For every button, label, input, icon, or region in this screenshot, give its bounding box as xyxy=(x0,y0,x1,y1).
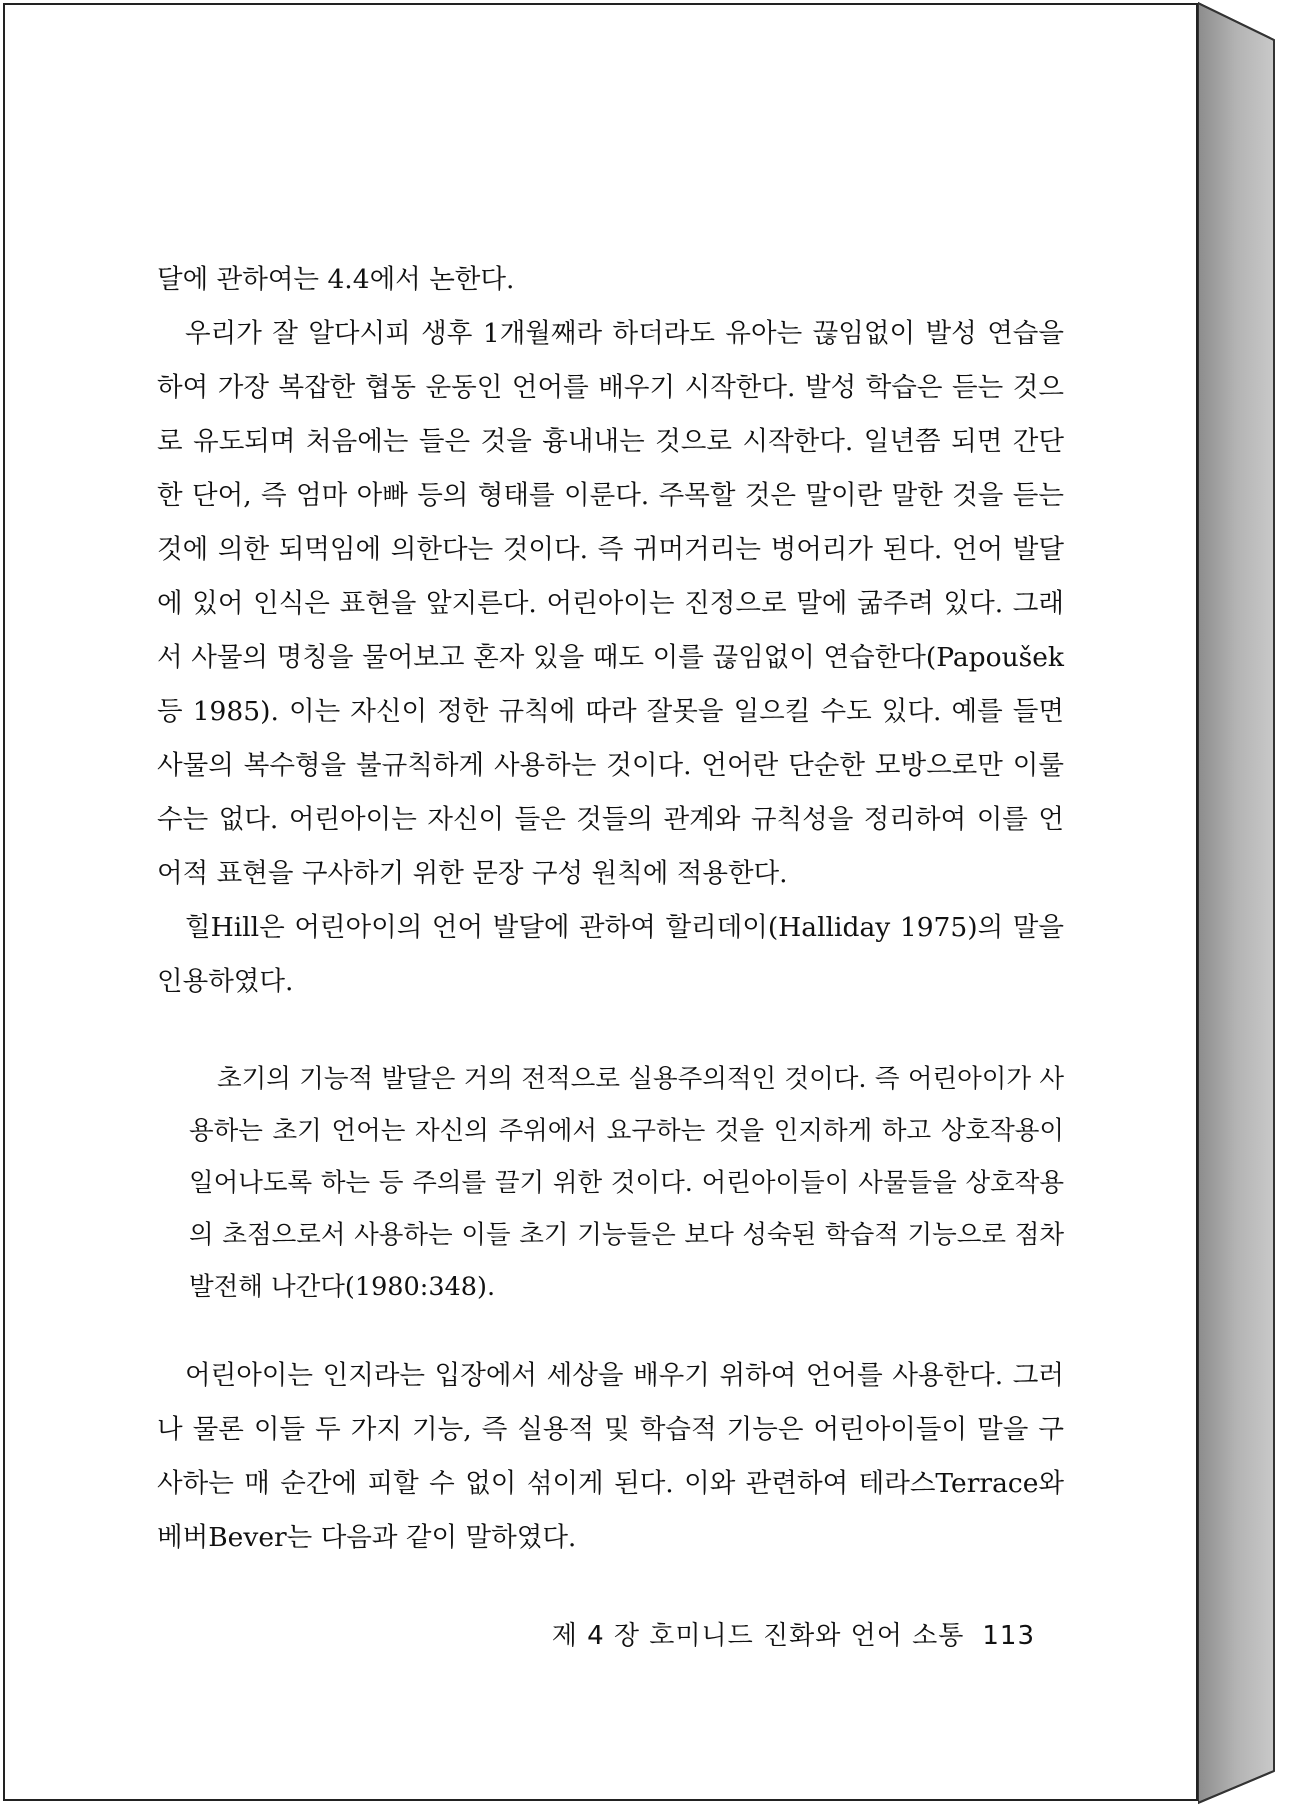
book-page xyxy=(3,3,1198,1801)
block-quote-text: 초기의 기능적 발달은 거의 전적으로 실용주의적인 것이다. 즉 어린아이가 사용하는 초기 언어는 자신의 주위에서 요구하는 것을 인지하게 하고 상호작용이 일어나도록 하는 등 주의를 끌기 위한 것이다. 어린아이들이 사물들을 상호작용의 초점으로서 사용하는 이들 초기 기능들은 보다 성숙된 학습적 기능으로 점차 발전해 나간다(1980:348). xyxy=(189,1064,1064,1302)
paragraph-closing: 어린아이는 인지라는 입장에서 세상을 배우기 위하여 언어를 사용한다. 그러나 물론 이들 두 가지 기능, 즉 실용적 및 학습적 기능은 어린아이들이 말을 구사하는 매 순간에 피할 수 없이 섞이게 된다. 이와 관련하여 테라스Terrace와 베버Bever는 다음과 같이 말하였다. xyxy=(157,1360,1064,1553)
paragraph-continued: 달에 관하여는 4.4에서 논한다. xyxy=(157,264,515,295)
page-footer xyxy=(5,1615,1035,1652)
book-edge xyxy=(1198,0,1296,1806)
chapter-title: 제 4 장 호미니드 진화와 언어 소통 xyxy=(551,1621,965,1651)
paragraph-hill-citation: 힐Hill은 어린아이의 언어 발달에 관하여 할리데이(Halliday 1975)의 말을 인용하였다. xyxy=(157,912,1064,997)
book-thickness-shape xyxy=(1198,0,1296,1806)
paragraph-language-learning: 우리가 잘 알다시피 생후 1개월째라 하더라도 유아는 끊임없이 발성 연습을 하여 가장 복잡한 협동 운동인 언어를 배우기 시작한다. 발성 학습은 듣는 것으로 유도되며 처음에는 들은 것을 흉내내는 것으로 시작한다. 일년쯤 되면 간단한 단어, 즉 엄마 아빠 등의 형태를 이룬다. 주목할 것은 말이란 말한 것을 듣는 것에 의한 되먹임에 의한다는 것이다. 즉 귀머거리는 벙어리가 된다. 언어 발달에 있어 인식은 표현을 앞지른다. 어린아이는 진정으로 말에 굶주려 있다. 그래서 사물의 명칭을 물어보고 혼자 있을 때도 이를 끊임없이 연습한다(Papoušek 등 1985). 이는 자신이 정한 규칙에 따라 잘못을 일으킬 수도 있다. 예를 들면 사물의 복수형을 불규칙하게 사용하는 것이다. 언어란 단순한 모방으로만 이룰 수는 없다. 어린아이는 자신이 들은 것들의 관계와 규칙성을 정리하여 이를 언어적 표현을 구사하기 위한 문장 구성 원칙에 적용한다. xyxy=(157,318,1064,889)
block-quote xyxy=(157,1053,1064,1313)
page-number: 113 xyxy=(982,1621,1035,1651)
page-body xyxy=(157,253,1064,1565)
